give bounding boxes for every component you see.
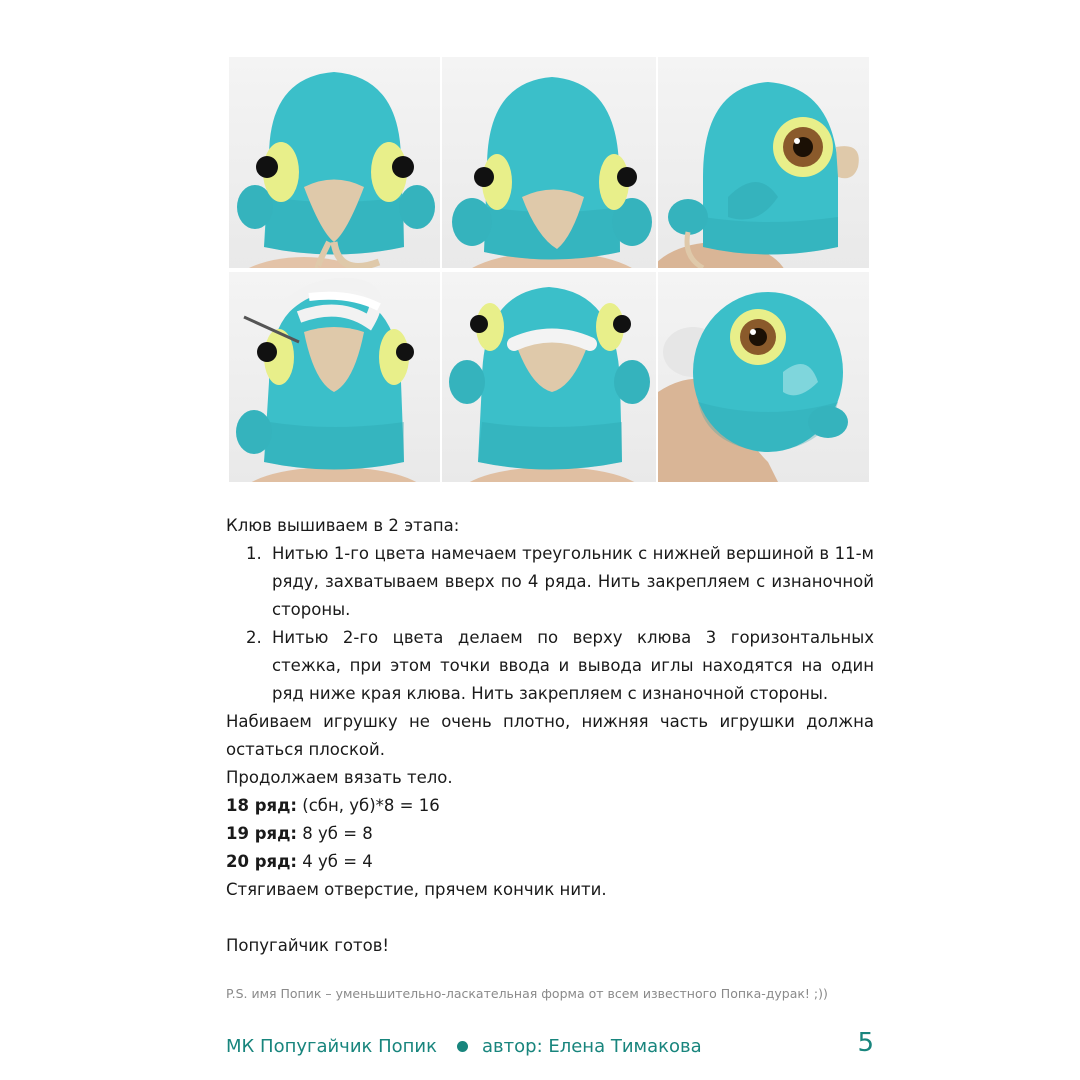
row-label: 19 ряд:: [226, 824, 298, 843]
footer-title: МК Попугайчик Попик: [226, 1036, 437, 1057]
step-text: Нитью 1-го цвета намечаем треугольник с нижней вершиной в 11-м ряду, захватываем вверх по 4 ряда. Нить закрепляем с изнаночной стороны.: [272, 544, 874, 619]
list-item: [226, 624, 874, 708]
row-label: 20 ряд:: [226, 852, 298, 871]
continue-text: Продолжаем вязать тело.: [226, 768, 453, 787]
photo-parrot-front-stitching-beak: [229, 272, 440, 482]
photo-grid: [229, 57, 869, 482]
spacer: [226, 904, 874, 932]
photo-parrot-side-finished: [658, 272, 869, 482]
photo-parrot-front-beak-filled: [442, 57, 656, 268]
closing-text: Стягиваем отверстие, прячем кончик нити.: [226, 880, 607, 899]
ready-text: Попугайчик готов!: [226, 936, 390, 955]
stuffing-text: Набиваем игрушку не очень плотно, нижняя часть игрушки должна остаться плоской.: [226, 712, 874, 759]
bullet-dot-icon: [457, 1041, 468, 1052]
steps-list: [226, 540, 874, 708]
step-number: 1.: [246, 544, 262, 563]
photo-parrot-front-beak-top-stitch: [442, 272, 656, 482]
photo-parrot-front-beak-outline: [229, 57, 440, 268]
list-item: [226, 540, 874, 624]
row-text: (сбн, уб)*8 = 16: [297, 796, 440, 815]
step-number: 2.: [246, 628, 262, 647]
footer-left: [226, 1036, 702, 1057]
row-20: [226, 848, 874, 876]
page-footer: [226, 1028, 874, 1062]
page-number: 5: [857, 1028, 874, 1058]
row-text: 8 уб = 8: [297, 824, 373, 843]
intro-text: Клюв вышиваем в 2 этапа:: [226, 516, 460, 535]
ps-note: P.S. имя Попик – уменьшительно-ласкательная форма от всем известного Попка-дурак! ;)): [226, 986, 828, 1001]
row-text: 4 уб = 4: [297, 852, 373, 871]
row-19: [226, 820, 874, 848]
instructions: [226, 512, 874, 960]
footer-author: автор: Елена Тимакова: [482, 1036, 702, 1057]
row-label: 18 ряд:: [226, 796, 298, 815]
row-18: [226, 792, 874, 820]
photo-parrot-side-view: [658, 57, 869, 268]
step-text: Нитью 2-го цвета делаем по верху клюва 3 горизонтальных стежка, при этом точки ввода и вывода иглы находятся на один ряд ниже края клюва. Нить закрепляем с изнаночной стороны.: [272, 628, 874, 703]
